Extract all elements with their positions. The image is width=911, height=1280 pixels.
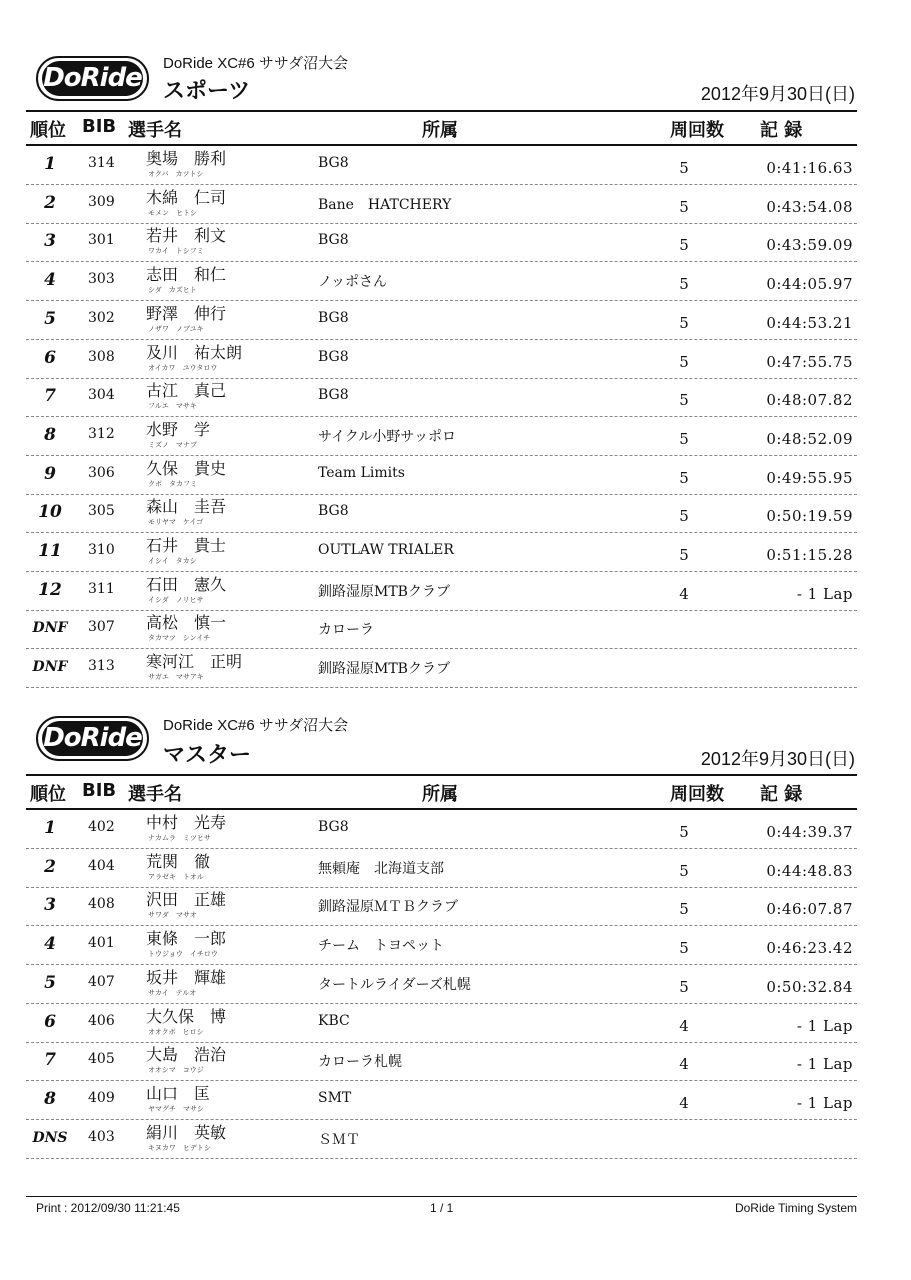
header-name: 選手名 bbox=[128, 784, 182, 805]
result-rank: 5 bbox=[44, 972, 56, 993]
result-laps: 4 bbox=[679, 584, 689, 603]
result-name: 志田 和仁 bbox=[146, 265, 227, 285]
result-name: 野澤 伸行 bbox=[146, 303, 227, 323]
doride-logo bbox=[36, 56, 149, 101]
result-name: 中村 光寿 bbox=[146, 813, 227, 832]
timing-system-credit: DoRide Timing System bbox=[734, 1201, 857, 1215]
result-time: 0:50:19.59 bbox=[766, 507, 853, 526]
result-name-kana: モメン ヒトシ bbox=[148, 208, 197, 217]
result-bib: 407 bbox=[88, 973, 115, 990]
table-header bbox=[26, 774, 857, 810]
result-rank: DNF bbox=[32, 659, 68, 676]
result-row bbox=[26, 1042, 857, 1081]
result-rank: 6 bbox=[44, 1011, 56, 1032]
header-laps: 周回数 bbox=[670, 784, 724, 805]
result-row bbox=[26, 262, 857, 301]
result-bib: 304 bbox=[88, 387, 115, 404]
doride-logo-text: DoRide bbox=[42, 721, 143, 756]
result-rank: 1 bbox=[44, 154, 56, 174]
result-team: ノッポさん bbox=[318, 274, 388, 291]
race-date: 2012年9月30日(日) bbox=[700, 84, 855, 104]
result-bib: 301 bbox=[88, 232, 115, 249]
result-row bbox=[26, 1120, 857, 1159]
result-time: 0:44:53.21 bbox=[766, 313, 853, 332]
result-laps: 5 bbox=[679, 900, 689, 919]
header-rank: 順位 bbox=[30, 784, 66, 805]
header-rank: 順位 bbox=[30, 120, 66, 141]
result-name: 久保 貴史 bbox=[146, 458, 227, 478]
footer-divider bbox=[26, 1196, 857, 1197]
result-name: 坂井 輝雄 bbox=[146, 967, 227, 987]
result-name: 荒関 徹 bbox=[146, 851, 211, 871]
result-bib: 409 bbox=[88, 1089, 115, 1106]
result-bib: 309 bbox=[88, 193, 115, 210]
result-bib: 307 bbox=[88, 619, 115, 636]
result-rank: 7 bbox=[44, 1050, 56, 1071]
result-name: 森山 圭吾 bbox=[146, 497, 227, 517]
result-row bbox=[26, 185, 857, 224]
result-time: 0:41:16.63 bbox=[766, 159, 853, 177]
result-name-kana: トウジョウ イチロウ bbox=[148, 950, 218, 959]
result-name-kana: モリヤマ ケイゴ bbox=[148, 518, 204, 527]
result-team: 釧路湿原ＭＴＢクラブ bbox=[318, 899, 458, 916]
result-bib: 306 bbox=[88, 464, 115, 481]
result-time: 0:44:48.83 bbox=[766, 861, 853, 880]
result-row bbox=[26, 887, 857, 926]
result-rank: 8 bbox=[44, 1088, 56, 1109]
result-row bbox=[26, 494, 857, 533]
result-name-kana: クボ タカフミ bbox=[148, 479, 197, 488]
result-name-kana: フルエ マサキ bbox=[148, 402, 197, 411]
table-header bbox=[26, 110, 857, 146]
result-laps: 4 bbox=[679, 1093, 689, 1112]
result-name: 山口 匡 bbox=[146, 1083, 211, 1103]
result-name: 木綿 仁司 bbox=[146, 187, 227, 207]
result-bib: 408 bbox=[88, 896, 115, 913]
result-name: 奥場 勝利 bbox=[146, 149, 227, 168]
result-bib: 311 bbox=[88, 580, 115, 597]
result-laps: 5 bbox=[679, 429, 689, 448]
result-rank: 4 bbox=[44, 270, 56, 291]
result-laps: 4 bbox=[679, 1055, 689, 1074]
header-record: 記 録 bbox=[760, 120, 803, 141]
result-team: タートルライダーズ札幌 bbox=[318, 976, 471, 993]
result-name-kana: サガエ マサアキ bbox=[148, 673, 204, 682]
result-rank: 6 bbox=[44, 347, 56, 368]
result-bib: 404 bbox=[88, 857, 115, 874]
result-time: - 1 Lap bbox=[796, 1055, 853, 1074]
result-name: 沢田 正雄 bbox=[146, 890, 227, 910]
result-rank: 4 bbox=[44, 934, 56, 955]
result-row bbox=[26, 533, 857, 572]
result-bib: 310 bbox=[88, 542, 115, 558]
header-name: 選手名 bbox=[128, 120, 182, 141]
result-team: BG8 bbox=[318, 348, 349, 365]
result-row bbox=[26, 1081, 857, 1120]
print-timestamp: Print : 2012/09/30 11:21:45 bbox=[36, 1201, 180, 1215]
result-time: 0:48:52.09 bbox=[766, 429, 853, 448]
result-laps: 5 bbox=[679, 159, 689, 177]
result-name-kana: イシダ ノリヒサ bbox=[148, 595, 204, 604]
result-name-kana: キヌカワ ヒデトシ bbox=[148, 1143, 211, 1152]
result-bib: 303 bbox=[88, 271, 115, 288]
result-team: SMT bbox=[318, 1089, 352, 1106]
result-name-kana: ノザワ ノブユキ bbox=[148, 324, 204, 333]
event-title: DoRide XC#6 ササダ沼大会 bbox=[163, 55, 349, 72]
result-name-kana: サワダ マサオ bbox=[148, 911, 197, 920]
result-name: 高松 慎一 bbox=[146, 613, 227, 633]
result-name: 石井 貴士 bbox=[146, 536, 227, 555]
result-time: 0:51:15.28 bbox=[766, 546, 853, 564]
result-time: 0:47:55.75 bbox=[766, 352, 853, 371]
result-row bbox=[26, 146, 857, 185]
result-row bbox=[26, 849, 857, 888]
result-row bbox=[26, 610, 857, 649]
result-laps: 5 bbox=[679, 939, 689, 958]
result-name: 寒河江 正明 bbox=[146, 652, 243, 672]
result-row bbox=[26, 649, 857, 688]
result-rank: 5 bbox=[44, 308, 56, 329]
result-row bbox=[26, 456, 857, 495]
result-team: BG8 bbox=[318, 503, 349, 520]
result-bib: 401 bbox=[88, 935, 115, 952]
result-name: 古江 真己 bbox=[146, 381, 227, 401]
result-name: 絹川 英敏 bbox=[146, 1122, 227, 1142]
result-bib: 302 bbox=[88, 309, 115, 326]
result-team: BG8 bbox=[318, 387, 349, 404]
result-rank: 12 bbox=[38, 579, 62, 600]
result-name-kana: オオシマ コウジ bbox=[148, 1066, 204, 1075]
result-team: OUTLAW TRIALER bbox=[318, 542, 454, 558]
result-rank: 2 bbox=[44, 856, 56, 877]
result-name: 若井 利文 bbox=[146, 226, 227, 246]
result-name-kana: アラゼキ トオル bbox=[148, 872, 204, 881]
result-name-kana: オイカワ ユウタロウ bbox=[148, 363, 218, 372]
result-team: BG8 bbox=[318, 155, 349, 171]
result-team: カローラ bbox=[318, 622, 374, 639]
result-row bbox=[26, 417, 857, 456]
result-name-kana: ヤマグチ マサシ bbox=[148, 1104, 204, 1113]
result-bib: 313 bbox=[88, 658, 115, 675]
result-time: 0:44:39.37 bbox=[766, 823, 853, 841]
event-title: DoRide XC#6 ササダ沼大会 bbox=[163, 717, 349, 734]
result-name-kana: イシイ タカシ bbox=[148, 557, 197, 565]
result-laps: 5 bbox=[679, 861, 689, 880]
result-laps: 5 bbox=[679, 236, 689, 255]
result-laps: 5 bbox=[679, 352, 689, 371]
header-bib: BIB bbox=[82, 116, 117, 137]
result-rank: 8 bbox=[44, 424, 56, 445]
result-name-kana: ナカムラ ミツヒサ bbox=[148, 834, 211, 842]
result-laps: 4 bbox=[679, 1016, 689, 1035]
result-team: Bane HATCHERY bbox=[318, 196, 452, 213]
result-name: 石田 憲久 bbox=[146, 574, 227, 594]
doride-logo-text: DoRide bbox=[42, 61, 143, 96]
result-bib: 308 bbox=[88, 348, 115, 365]
result-laps: 5 bbox=[679, 507, 689, 526]
result-bib: 314 bbox=[88, 155, 115, 171]
result-row bbox=[26, 572, 857, 611]
result-time: 0:46:07.87 bbox=[766, 900, 853, 919]
result-team: 釧路湿原MTBクラブ bbox=[318, 661, 450, 678]
result-bib: 405 bbox=[88, 1051, 115, 1068]
result-rank: 11 bbox=[38, 541, 62, 561]
result-name: 大島 浩治 bbox=[146, 1045, 227, 1065]
header-record: 記 録 bbox=[760, 784, 803, 805]
result-name-kana: ワカイ トシフミ bbox=[148, 247, 204, 256]
header-team: 所属 bbox=[422, 120, 458, 141]
result-row bbox=[26, 301, 857, 340]
result-rank: 3 bbox=[44, 231, 56, 252]
result-name-kana: タカマツ シンイチ bbox=[148, 634, 211, 643]
category-title: スポーツ bbox=[163, 79, 251, 104]
page-number: 1 / 1 bbox=[430, 1201, 454, 1215]
result-row bbox=[26, 1004, 857, 1043]
result-rank: 1 bbox=[44, 818, 56, 838]
result-laps: 5 bbox=[679, 468, 689, 487]
result-rank: 7 bbox=[44, 386, 56, 407]
result-name-kana: オクバ カツトシ bbox=[148, 170, 204, 178]
result-rank: DNS bbox=[32, 1129, 68, 1146]
result-bib: 406 bbox=[88, 1012, 115, 1029]
result-name-kana: ミズノ マナブ bbox=[148, 440, 197, 449]
result-laps: 5 bbox=[679, 275, 689, 294]
result-team: BG8 bbox=[318, 232, 349, 249]
result-row bbox=[26, 223, 857, 262]
result-laps: 5 bbox=[679, 977, 689, 996]
result-laps: 5 bbox=[679, 197, 689, 216]
result-name-kana: オオクボ ヒロシ bbox=[148, 1027, 204, 1036]
result-time: 0:50:32.84 bbox=[766, 977, 853, 996]
result-rank: 2 bbox=[44, 192, 56, 213]
result-team: KBC bbox=[318, 1012, 350, 1029]
result-name: 東條 一郎 bbox=[146, 929, 227, 949]
result-team: ＳＭＴ bbox=[318, 1131, 360, 1148]
result-name: 水野 学 bbox=[146, 419, 211, 439]
result-name: 及川 祐太朗 bbox=[146, 342, 243, 362]
result-bib: 403 bbox=[88, 1128, 115, 1145]
race-date: 2012年9月30日(日) bbox=[700, 749, 855, 769]
result-time: 0:43:59.09 bbox=[766, 236, 853, 255]
result-time: 0:44:05.97 bbox=[766, 275, 853, 294]
result-team: BG8 bbox=[318, 819, 349, 835]
result-rank: 10 bbox=[38, 502, 62, 523]
result-team: カローラ札幌 bbox=[318, 1054, 402, 1071]
result-row bbox=[26, 378, 857, 417]
result-bib: 402 bbox=[88, 819, 115, 835]
result-time: 0:43:54.08 bbox=[766, 197, 853, 216]
result-name-kana: シダ カズヒト bbox=[148, 286, 197, 295]
result-row bbox=[26, 965, 857, 1004]
result-name-kana: サカイ テルオ bbox=[148, 988, 197, 997]
result-team: BG8 bbox=[318, 309, 349, 326]
result-team: サイクル小野サッポロ bbox=[318, 428, 457, 445]
result-row bbox=[26, 810, 857, 849]
doride-logo bbox=[36, 716, 149, 761]
result-time: 0:46:23.42 bbox=[766, 939, 853, 958]
result-team: Team Limits bbox=[318, 464, 405, 481]
result-time: 0:48:07.82 bbox=[766, 391, 853, 410]
result-team: 釧路湿原MTBクラブ bbox=[318, 583, 450, 600]
result-rank: 3 bbox=[44, 895, 56, 916]
result-laps: 5 bbox=[679, 391, 689, 410]
result-laps: 5 bbox=[679, 313, 689, 332]
result-bib: 312 bbox=[88, 425, 115, 442]
result-time: - 1 Lap bbox=[796, 1093, 853, 1112]
result-team: チーム トヨペット bbox=[318, 938, 444, 955]
header-team: 所属 bbox=[422, 784, 458, 805]
header-bib: BIB bbox=[82, 780, 117, 801]
result-laps: 5 bbox=[679, 546, 689, 564]
result-time: - 1 Lap bbox=[796, 584, 853, 603]
result-row bbox=[26, 926, 857, 965]
result-row bbox=[26, 340, 857, 379]
result-time: - 1 Lap bbox=[796, 1016, 853, 1035]
result-name: 大久保 博 bbox=[146, 1006, 227, 1026]
result-laps: 5 bbox=[679, 823, 689, 841]
result-bib: 305 bbox=[88, 503, 115, 520]
category-title: マスター bbox=[163, 743, 252, 768]
header-laps: 周回数 bbox=[670, 120, 724, 141]
result-rank: DNF bbox=[32, 620, 68, 637]
result-team: 無頼庵 北海道支部 bbox=[318, 860, 444, 877]
result-rank: 9 bbox=[44, 463, 56, 484]
result-time: 0:49:55.95 bbox=[766, 468, 853, 487]
